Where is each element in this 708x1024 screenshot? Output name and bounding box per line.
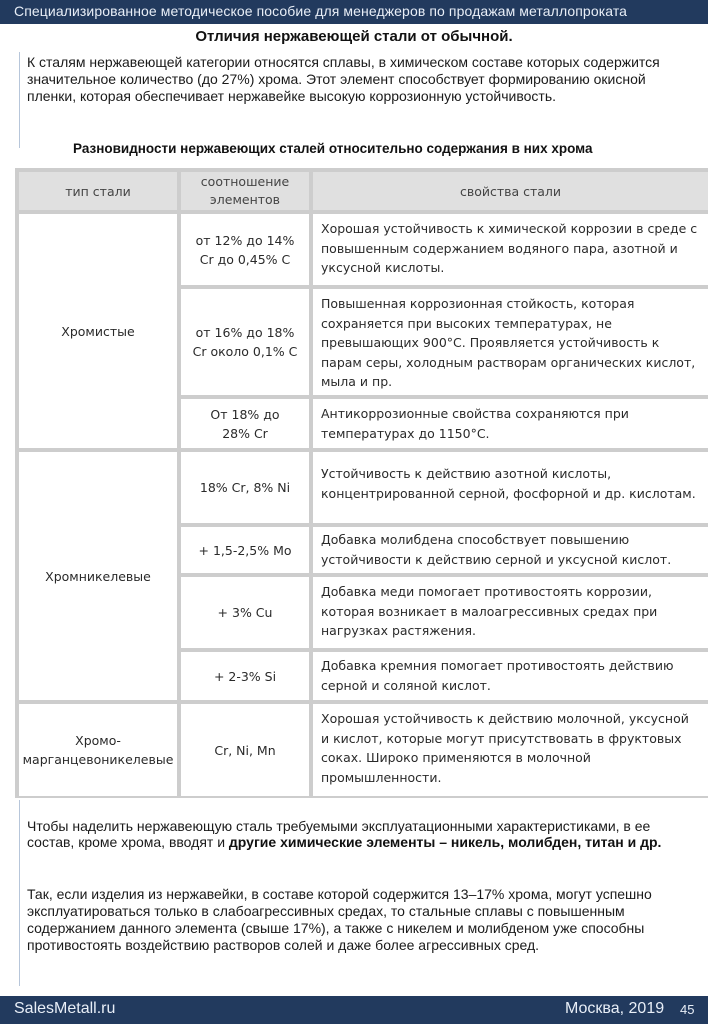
composition-cell: + 2-3% Si <box>181 652 309 700</box>
footer-bar <box>0 996 708 1024</box>
body-paragraph-1-text: Чтобы наделить нержавеющую сталь требуемыми эксплуатационными характеристиками, в ее состав, кроме хрома, вводят и <box>27 818 651 850</box>
body-paragraph-1-bold: другие химические элементы – никель, молибден, титан и др. <box>228 834 662 850</box>
header-cell-properties: свойства стали <box>313 172 708 210</box>
page-number: 45 <box>680 1002 695 1017</box>
composition-cell: + 1,5-2,5% Mo <box>181 527 309 573</box>
footer-site: SalesMetall.ru <box>14 1000 116 1017</box>
body-paragraph-1 <box>27 818 697 850</box>
properties-cell: Хорошая устойчивость к действию молочной, уксусной и кислот, которые могут присутствовать в фруктовых соках. Широко применяются в молочной промышленности. <box>313 704 708 796</box>
steel-types-table <box>15 168 708 798</box>
header-text: Специализированное методическое пособие для менеджеров по продажам металлопроката <box>14 3 628 19</box>
footer-city-year: Москва, 2019 <box>565 1000 665 1017</box>
header-cell-type: тип стали <box>19 172 177 210</box>
properties-cell: Добавка меди помогает противостоять коррозии, которая возникает в малоагрессивных средах при нагрузках растяжения. <box>313 577 708 648</box>
left-rule-top <box>19 52 20 148</box>
table-title: Разновидности нержавеющих сталей относительно содержания в них хрома <box>73 141 593 156</box>
composition-cell: + 3% Cu <box>181 577 309 648</box>
properties-cell: Добавка молибдена способствует повышению устойчивости к действию серной и уксусной кислот. <box>313 527 708 573</box>
composition-cell: От 18% до 28% Cr <box>181 399 309 448</box>
composition-cell: от 12% до 14% Cr до 0,45% C <box>181 214 309 285</box>
header-bar <box>0 0 708 24</box>
steel-type-cell: Хромо-марганцевоникелевые <box>19 704 177 796</box>
steel-type-cell: Хромистые <box>19 214 177 448</box>
properties-cell: Антикоррозионные свойства сохраняются при температурах до 1150°С. <box>313 399 708 448</box>
intro-paragraph: К сталям нержавеющей категории относятся сплавы, в химическом составе которых содержится значительное количество (до 27%) хрома. Этот элемент способствует формированию окисной пленки, которая обеспечивает нержавейке высокую коррозионную устойчивость. <box>27 54 660 104</box>
composition-cell: Cr, Ni, Mn <box>181 704 309 796</box>
body-paragraph-2: Так, если изделия из нержавейки, в составе которой содержится 13–17% хрома, могут успешно эксплуатироваться только в слабоагрессивных средах, то стальные сплавы с повышенным содержанием данного элемента (свыше 17%), а также с никелем и молибденом уже способны противостоять воздействию растворов солей и даже более агрессивных сред. <box>27 886 652 953</box>
steel-type-cell: Хромникелевые <box>19 452 177 700</box>
properties-cell: Устойчивость к действию азотной кислоты, концентрированной серной, фосфорной и др. кислотам. <box>313 452 708 523</box>
left-rule-bottom <box>19 800 20 986</box>
composition-cell: от 16% до 18% Cr около 0,1% C <box>181 289 309 395</box>
properties-cell: Добавка кремния помогает противостоять действию серной и соляной кислот. <box>313 652 708 700</box>
page-title: Отличия нержавеющей стали от обычной. <box>195 28 513 45</box>
composition-cell: 18% Cr, 8% Ni <box>181 452 309 523</box>
properties-cell: Хорошая устойчивость к химической коррозии в среде с повышенным содержанием водяного пара, азотной и уксусной кислоты. <box>313 214 708 285</box>
properties-cell: Повышенная коррозионная стойкость, которая сохраняется при высоких температурах, не превышающих 900°С. Проявляется устойчивость к парам серы, холодным растворам органических кислот, мыла и пр. <box>313 289 708 395</box>
header-cell-composition: соотношение элементов <box>181 172 309 210</box>
